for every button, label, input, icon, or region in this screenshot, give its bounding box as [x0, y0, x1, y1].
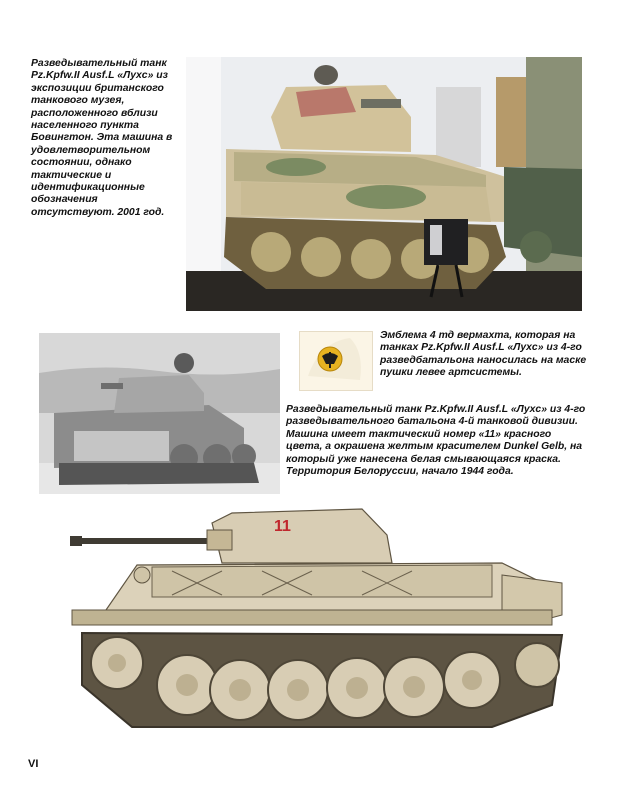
tank-side-illustration [62, 505, 582, 750]
wartime-photo [39, 333, 280, 494]
emblem-icon [300, 332, 372, 390]
top-photo-caption: Разведывательный танк Pz.Kpfw.II Ausf.L «Луxc» из экспозиции британского танкового музея, расположенного вблизи населенного пункта Бовингтон. Эта машина в удовлетворительном состоянии, однако тактические и идентификационные обозначения отсутствуют. 2001 год. [31, 58, 173, 218]
wartime-tank-drawing [39, 333, 280, 494]
emblem-caption: Эмблема 4 тд вермахта, которая на танках Pz.Kpfw.II Ausf.L «Луxc» из 4-го разведбатальона наносилась на маске пушки левее артсистемы. [380, 330, 587, 379]
tactical-number: 11 [274, 518, 291, 535]
tank-side-drawing [62, 505, 582, 750]
illustration-caption: Разведывательный танк Pz.Kpfw.II Ausf.L «Луxc» из 4-го разведывательного батальона 4-й танковой дивизии. Машина имеет тактический номер «11» красного цвета, а окрашена желтым красителем Dunkel Gelb, на который уже нанесена белая смывающаяся краска. Территория Белоруссии, начало 1944 года. [286, 404, 586, 478]
division-emblem [299, 331, 373, 391]
page-number: VI [28, 758, 39, 770]
museum-tank-drawing [186, 57, 582, 311]
museum-tank-photo [186, 57, 582, 311]
